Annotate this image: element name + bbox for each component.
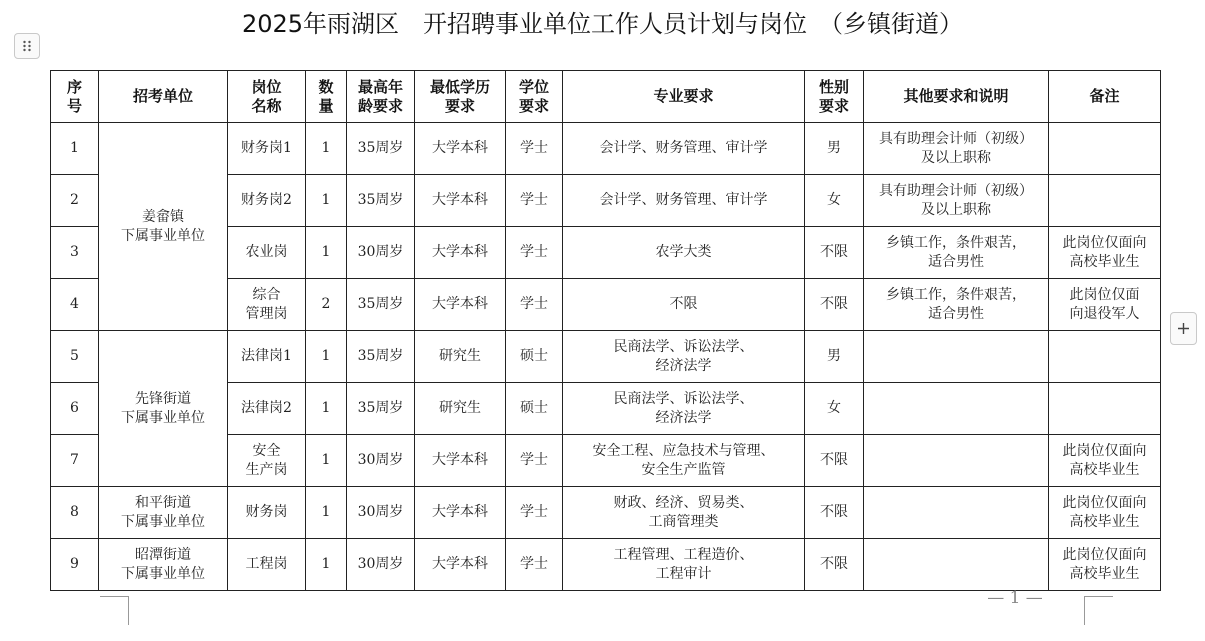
table-row [51, 487, 1161, 539]
cell-count[interactable]: 1 [306, 331, 347, 383]
table-header-row [51, 71, 1161, 123]
cell-max-age[interactable]: 35周岁 [347, 331, 415, 383]
cell-min-education[interactable]: 大学本科 [415, 487, 506, 539]
cell-min-education[interactable]: 大学本科 [415, 123, 506, 175]
cell-remark[interactable]: 此岗位仅面向 高校毕业生 [1049, 539, 1161, 591]
cell-major[interactable]: 安全工程、应急技术与管理、 安全生产监管 [563, 435, 805, 487]
header-other-requirements[interactable]: 其他要求和说明 [864, 71, 1049, 123]
cell-gender[interactable]: 不限 [805, 279, 864, 331]
plus-icon [1177, 322, 1190, 335]
cell-major[interactable]: 工程管理、工程造价、 工程审计 [563, 539, 805, 591]
table-drag-handle[interactable] [14, 33, 40, 59]
cell-major[interactable]: 不限 [563, 279, 805, 331]
cell-position[interactable]: 财务岗2 [228, 175, 306, 227]
cell-position[interactable]: 财务岗 [228, 487, 306, 539]
header-major[interactable]: 专业要求 [563, 71, 805, 123]
cell-count[interactable]: 1 [306, 487, 347, 539]
cell-major[interactable]: 会计学、财务管理、审计学 [563, 123, 805, 175]
cell-degree[interactable]: 学士 [506, 123, 563, 175]
cell-other-requirements[interactable] [864, 487, 1049, 539]
cell-min-education[interactable]: 大学本科 [415, 279, 506, 331]
cell-count[interactable]: 1 [306, 435, 347, 487]
cell-other-requirements[interactable] [864, 383, 1049, 435]
cell-min-education[interactable]: 研究生 [415, 383, 506, 435]
header-seq[interactable]: 序 号 [51, 71, 99, 123]
cell-other-requirements[interactable] [864, 331, 1049, 383]
cell-unit[interactable]: 昭潭街道 下属事业单位 [99, 539, 228, 591]
cell-remark[interactable]: 此岗位仅面向 高校毕业生 [1049, 227, 1161, 279]
cell-count[interactable]: 1 [306, 227, 347, 279]
cell-major[interactable]: 民商法学、诉讼法学、 经济法学 [563, 383, 805, 435]
cell-other-requirements[interactable]: 乡镇工作，条件艰苦， 适合男性 [864, 279, 1049, 331]
header-remark[interactable]: 备注 [1049, 71, 1161, 123]
cell-degree[interactable]: 硕士 [506, 383, 563, 435]
cell-seq[interactable]: 9 [51, 539, 99, 591]
header-max-age[interactable]: 最高年 龄要求 [347, 71, 415, 123]
cell-remark[interactable] [1049, 175, 1161, 227]
cell-gender[interactable]: 不限 [805, 227, 864, 279]
cell-degree[interactable]: 学士 [506, 227, 563, 279]
page-number: — 1 — [987, 588, 1043, 608]
cell-seq[interactable]: 1 [51, 123, 99, 175]
recruitment-table [50, 70, 1161, 591]
cell-unit[interactable]: 姜畲镇 下属事业单位 [99, 123, 228, 331]
cell-gender[interactable]: 女 [805, 175, 864, 227]
cell-seq[interactable]: 6 [51, 383, 99, 435]
document-title: 2025年雨湖区 开招聘事业单位工作人员计划与岗位 （乡镇街道） [241, 10, 964, 38]
cell-remark[interactable]: 此岗位仅面 向退役军人 [1049, 279, 1161, 331]
page-corner-mark-right [1084, 596, 1113, 625]
cell-degree[interactable]: 学士 [506, 487, 563, 539]
cell-seq[interactable]: 4 [51, 279, 99, 331]
cell-other-requirements[interactable] [864, 435, 1049, 487]
header-min-education[interactable]: 最低学历 要求 [415, 71, 506, 123]
cell-min-education[interactable]: 大学本科 [415, 227, 506, 279]
cell-remark[interactable]: 此岗位仅面向 高校毕业生 [1049, 435, 1161, 487]
cell-major[interactable]: 会计学、财务管理、审计学 [563, 175, 805, 227]
cell-seq[interactable]: 5 [51, 331, 99, 383]
cell-max-age[interactable]: 30周岁 [347, 487, 415, 539]
cell-max-age[interactable]: 30周岁 [347, 227, 415, 279]
cell-major[interactable]: 财政、经济、贸易类、 工商管理类 [563, 487, 805, 539]
cell-max-age[interactable]: 35周岁 [347, 175, 415, 227]
cell-max-age[interactable]: 35周岁 [347, 383, 415, 435]
cell-remark[interactable] [1049, 383, 1161, 435]
cell-min-education[interactable]: 研究生 [415, 331, 506, 383]
cell-gender[interactable]: 男 [805, 331, 864, 383]
cell-min-education[interactable]: 大学本科 [415, 175, 506, 227]
cell-degree[interactable]: 学士 [506, 435, 563, 487]
table-row [51, 331, 1161, 383]
cell-degree[interactable]: 硕士 [506, 331, 563, 383]
add-column-button[interactable] [1170, 312, 1197, 345]
cell-position[interactable]: 农业岗 [228, 227, 306, 279]
cell-max-age[interactable]: 35周岁 [347, 123, 415, 175]
cell-remark[interactable]: 此岗位仅面向 高校毕业生 [1049, 487, 1161, 539]
page-corner-mark-left [100, 596, 129, 625]
header-gender[interactable]: 性别 要求 [805, 71, 864, 123]
header-count[interactable]: 数 量 [306, 71, 347, 123]
cell-major[interactable]: 农学大类 [563, 227, 805, 279]
cell-seq[interactable]: 2 [51, 175, 99, 227]
cell-gender[interactable]: 不限 [805, 539, 864, 591]
cell-min-education[interactable]: 大学本科 [415, 435, 506, 487]
cell-gender[interactable]: 不限 [805, 435, 864, 487]
cell-max-age[interactable]: 35周岁 [347, 279, 415, 331]
cell-seq[interactable]: 8 [51, 487, 99, 539]
cell-gender[interactable]: 不限 [805, 487, 864, 539]
cell-max-age[interactable]: 30周岁 [347, 435, 415, 487]
cell-position[interactable]: 财务岗1 [228, 123, 306, 175]
cell-position[interactable]: 法律岗1 [228, 331, 306, 383]
header-position[interactable]: 岗位 名称 [228, 71, 306, 123]
cell-max-age[interactable]: 30周岁 [347, 539, 415, 591]
cell-count[interactable]: 1 [306, 539, 347, 591]
cell-degree[interactable]: 学士 [506, 539, 563, 591]
cell-gender[interactable]: 女 [805, 383, 864, 435]
cell-degree[interactable]: 学士 [506, 279, 563, 331]
cell-count[interactable]: 1 [306, 175, 347, 227]
cell-gender[interactable]: 男 [805, 123, 864, 175]
cell-unit[interactable]: 和平街道 下属事业单位 [99, 487, 228, 539]
cell-count[interactable]: 2 [306, 279, 347, 331]
cell-unit[interactable]: 先锋街道 下属事业单位 [99, 331, 228, 487]
cell-remark[interactable] [1049, 123, 1161, 175]
cell-major[interactable]: 民商法学、诉讼法学、 经济法学 [563, 331, 805, 383]
header-unit[interactable]: 招考单位 [99, 71, 228, 123]
cell-other-requirements[interactable]: 乡镇工作，条件艰苦， 适合男性 [864, 227, 1049, 279]
table-row [51, 123, 1161, 175]
cell-seq[interactable]: 3 [51, 227, 99, 279]
cell-degree[interactable]: 学士 [506, 175, 563, 227]
cell-count[interactable]: 1 [306, 383, 347, 435]
cell-position[interactable]: 综合 管理岗 [228, 279, 306, 331]
cell-count[interactable]: 1 [306, 123, 347, 175]
cell-remark[interactable] [1049, 331, 1161, 383]
cell-position[interactable]: 法律岗2 [228, 383, 306, 435]
cell-position[interactable]: 安全 生产岗 [228, 435, 306, 487]
header-degree[interactable]: 学位 要求 [506, 71, 563, 123]
cell-other-requirements[interactable]: 具有助理会计师（初级） 及以上职称 [864, 175, 1049, 227]
table-row [51, 539, 1161, 591]
cell-other-requirements[interactable]: 具有助理会计师（初级） 及以上职称 [864, 123, 1049, 175]
cell-position[interactable]: 工程岗 [228, 539, 306, 591]
cell-min-education[interactable]: 大学本科 [415, 539, 506, 591]
cell-seq[interactable]: 7 [51, 435, 99, 487]
drag-grip-icon [22, 40, 32, 52]
cell-other-requirements[interactable] [864, 539, 1049, 591]
